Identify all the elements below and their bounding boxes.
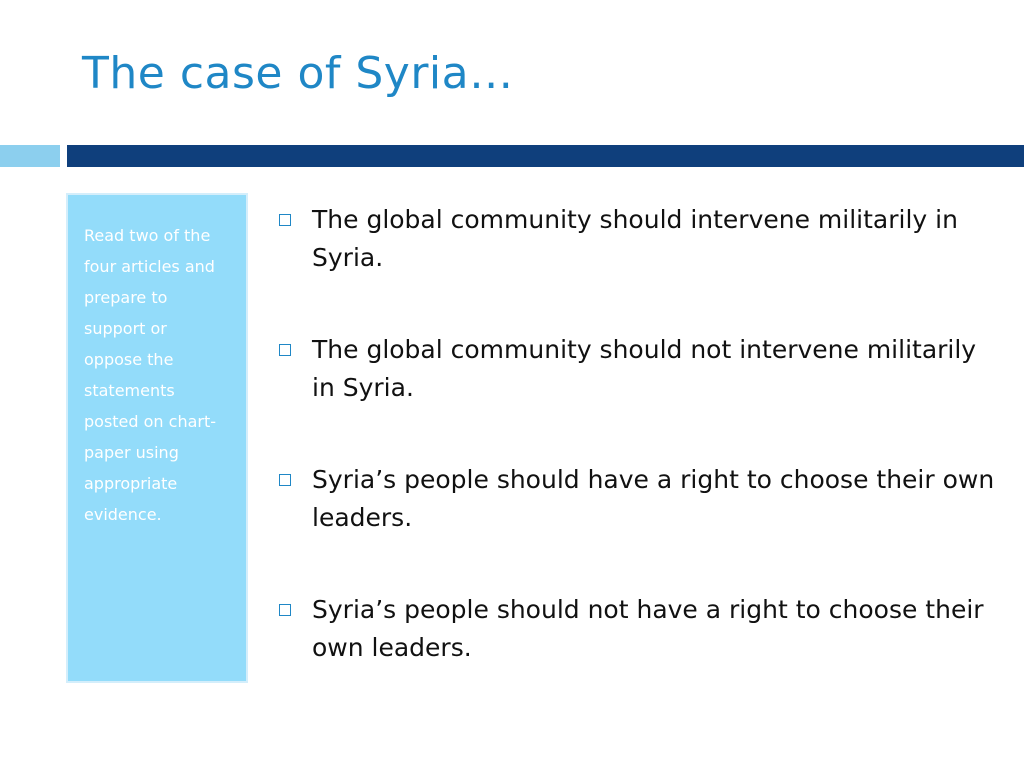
slide-title: The case of Syria…: [82, 48, 514, 99]
bullet-item: [277, 201, 997, 277]
bullet-text: Syria’s people should not have a right to choose their own leaders.: [312, 595, 984, 662]
square-bullet-icon: [279, 344, 291, 356]
bullet-list: [277, 201, 997, 721]
square-bullet-icon: [279, 214, 291, 226]
bullet-text: The global community should intervene militarily in Syria.: [312, 205, 958, 272]
bullet-text: The global community should not intervene militarily in Syria.: [312, 335, 977, 402]
bullet-item: [277, 461, 997, 537]
bullet-item: [277, 591, 997, 667]
sidebar-text: Read two of the four articles and prepare to support or oppose the statements posted on chart-paper using appropriate evidence.: [84, 226, 217, 524]
bullet-text: Syria’s people should have a right to choose their own leaders.: [312, 465, 995, 532]
square-bullet-icon: [279, 604, 291, 616]
bullet-item: [277, 331, 997, 407]
accent-band-light: [0, 145, 60, 167]
square-bullet-icon: [279, 474, 291, 486]
accent-band-dark: [67, 145, 1024, 167]
